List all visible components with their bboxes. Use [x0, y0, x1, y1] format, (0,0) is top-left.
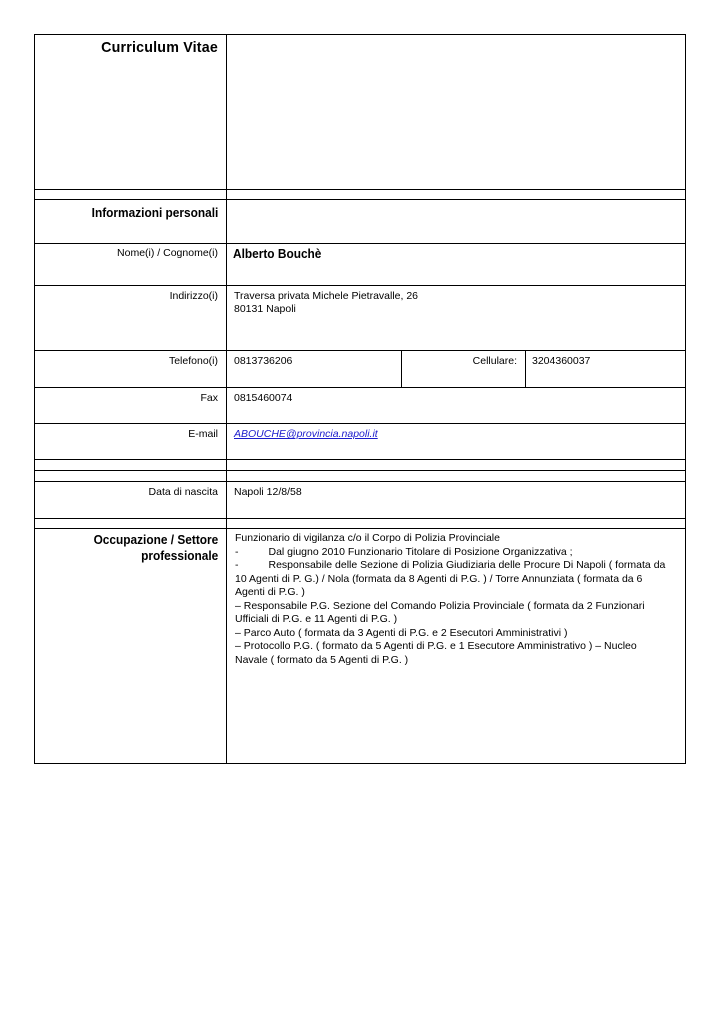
row-line	[34, 423, 686, 424]
address-line-1: Traversa privata Michele Pietravalle, 26	[234, 290, 419, 302]
row-line	[34, 528, 686, 529]
mobile-cell-divider	[525, 350, 526, 387]
phone-label: Telefono(i)	[168, 355, 218, 367]
row-line	[34, 470, 686, 471]
bullet-dash: -	[235, 559, 239, 571]
occupation-line-text: Dal giugno 2010 Funzionario Titolare di Posizione Organizzativa ;	[268, 545, 573, 558]
row-line	[34, 763, 686, 764]
email-link[interactable]: ABOUCHE@provincia.napoli.it	[234, 428, 378, 440]
row-line	[34, 199, 686, 200]
section-title-occupation	[93, 532, 218, 564]
page-title: Curriculum Vitae	[101, 39, 218, 56]
row-line	[34, 459, 686, 460]
table-left-border	[34, 34, 35, 764]
birth-value: Napoli 12/8/58	[234, 486, 302, 498]
row-line	[34, 243, 686, 244]
address-line-2: 80131 Napoli	[234, 303, 296, 315]
section-title-occupation-line1: Occupazione / Settore	[93, 533, 218, 547]
row-line	[34, 350, 686, 351]
address-label: Indirizzo(i)	[169, 290, 218, 302]
occupation-line	[235, 546, 671, 560]
table-divider	[226, 34, 227, 764]
name-value: Alberto Bouchè	[233, 247, 322, 261]
bullet-dash: -	[235, 545, 239, 558]
occupation-line-text: Responsabile delle Sezione di Polizia Giudiziaria delle Procure Di Napoli ( formata da 10 Agenti di P. G.) / Nola (formata da 8 Agenti di P.G. ) / Torre Annunziata ( formata da 6 Agenti di P.G. )	[235, 559, 666, 598]
phone-value: 0813736206	[234, 355, 293, 367]
row-line	[34, 518, 686, 519]
section-title-personal: Informazioni personali	[91, 206, 218, 220]
table-right-border	[685, 34, 686, 764]
birth-label: Data di nascita	[148, 486, 218, 498]
occupation-line: – Parco Auto ( formata da 3 Agenti di P.G. e 2 Esecutori Amministrativi )	[235, 626, 568, 639]
occupation-line: – Protocollo P.G. ( formato da 5 Agenti di P.G. e 1 Esecutore Amministrativo ) – Nucleo Navale ( formato da 5 Agenti di P.G. )	[235, 640, 637, 666]
occupation-line: Funzionario di vigilanza c/o il Corpo di Polizia Provinciale	[235, 532, 500, 544]
mobile-label: Cellulare:	[472, 355, 517, 367]
occupation-description	[235, 532, 671, 667]
occupation-line	[235, 559, 671, 600]
row-line	[34, 189, 686, 190]
email-cell	[234, 428, 378, 441]
occupation-line: – Responsabile P.G. Sezione del Comando Polizia Provinciale ( formata da 2 Funzionari Ufficiali di P.G. e 11 Agenti di P.G. )	[235, 599, 645, 625]
row-line	[34, 34, 686, 35]
name-label: Nome(i) / Cognome(i)	[117, 247, 218, 259]
fax-value: 0815460074	[234, 392, 293, 404]
row-line	[34, 481, 686, 482]
fax-label: Fax	[200, 392, 218, 404]
email-label: E-mail	[188, 428, 218, 440]
row-line	[34, 285, 686, 286]
row-line	[34, 387, 686, 388]
phone-cell-divider	[401, 350, 402, 387]
mobile-value: 3204360037	[532, 355, 591, 367]
section-title-occupation-line2: professionale	[140, 549, 218, 563]
